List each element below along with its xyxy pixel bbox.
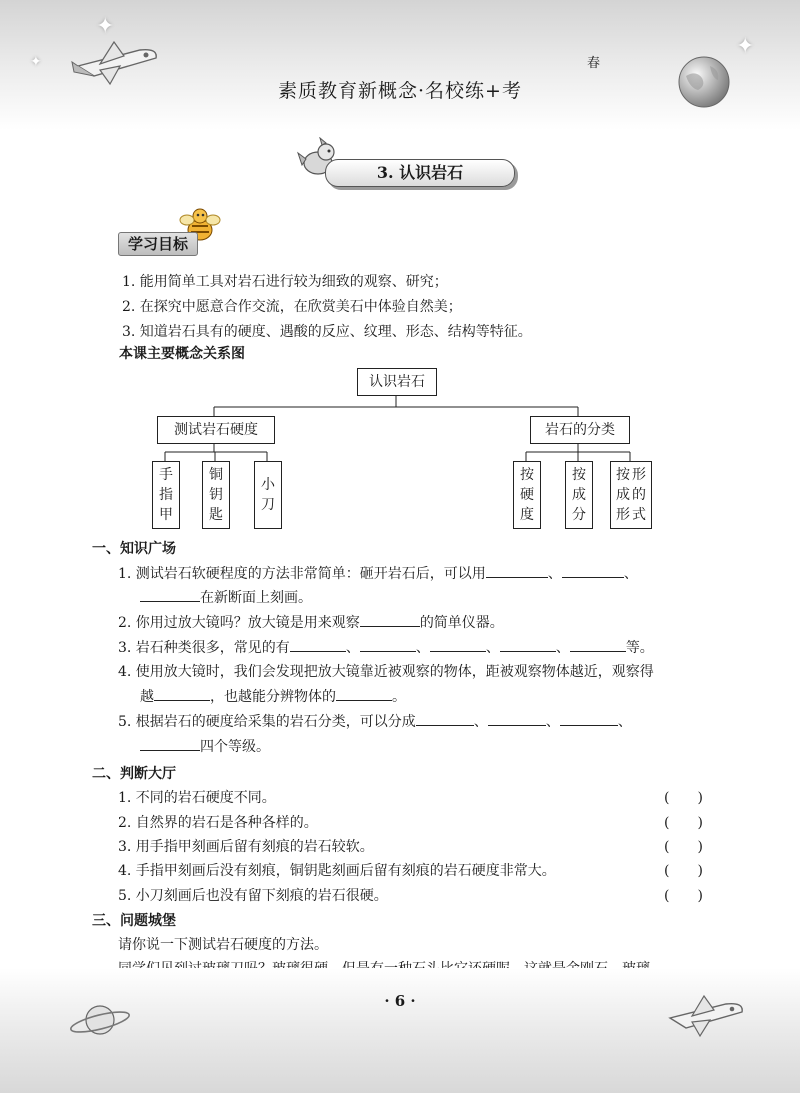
separator: 、: [547, 566, 562, 582]
question-2: [118, 612, 504, 632]
concept-leaf-copper-key: [202, 461, 230, 529]
leaf-char: 分: [572, 507, 586, 523]
separator: 、: [415, 640, 430, 656]
separator: 、: [345, 640, 360, 656]
sparkle-icon: ✦: [736, 34, 755, 59]
section-title-knowledge: 一、知识广场: [92, 541, 176, 557]
judgment-item: 4. 手指甲刻画后没有刻痕，铜钥匙刻画后留有刻痕的岩石硬度非常大。: [118, 863, 556, 879]
lesson-title-banner: 3. 认识岩石: [325, 159, 515, 187]
sparkle-icon: ✦: [96, 14, 115, 39]
answer-blank[interactable]: [486, 563, 548, 578]
concept-leaf-by-composition: [565, 461, 593, 529]
question-text: 在新断面上刻画。: [200, 590, 312, 606]
leaf-char: 按: [572, 467, 586, 483]
question-1-line-1: [118, 563, 638, 583]
question-text: 等。: [625, 640, 654, 656]
leaf-char: 钥: [209, 487, 223, 503]
question-text: 1. 测试岩石软硬程度的方法非常简单：砸开岩石后，可以用: [118, 566, 486, 582]
question-5-line-2: [140, 736, 270, 756]
answer-parentheses[interactable]: ( ): [664, 815, 703, 831]
judgment-item: 3. 用手指甲刻画后留有刻痕的岩石较软。: [118, 839, 374, 855]
leaf-char: 铜: [209, 467, 223, 483]
answer-blank[interactable]: [570, 637, 626, 652]
concept-root-box: 认识岩石: [357, 368, 437, 396]
leaf-char: 成: [572, 487, 586, 503]
answer-blank[interactable]: [140, 736, 200, 751]
leaf-char: 按: [616, 467, 630, 483]
concept-branch-hardness: 测试岩石硬度: [157, 416, 275, 444]
answer-blank[interactable]: [562, 563, 624, 578]
answer-parentheses[interactable]: ( ): [664, 863, 703, 879]
leaf-char: 的: [632, 487, 646, 503]
leaf-char: 成: [616, 487, 630, 503]
question-4-line-2: [140, 686, 406, 706]
question-1-line-2: [140, 587, 312, 607]
sparkle-icon: ✦: [30, 54, 42, 70]
judgment-item: 1. 不同的岩石硬度不同。: [118, 790, 276, 806]
answer-blank[interactable]: [500, 637, 556, 652]
separator: 、: [617, 714, 632, 730]
goal-item: 2. 在探究中愿意合作交流，在欣赏美石中体验自然美；: [122, 299, 462, 315]
question-5-line-1: [118, 711, 632, 731]
answer-blank[interactable]: [360, 612, 420, 627]
learning-goals-badge: 学习目标: [118, 232, 198, 256]
separator: 、: [473, 714, 488, 730]
page-header-title: 素质教育新概念·名校练+考: [278, 80, 522, 102]
question-text: 3. 岩石种类很多，常见的有: [118, 640, 290, 656]
question-text: ，也越能分辨物体的: [210, 689, 336, 705]
separator: 、: [555, 640, 570, 656]
leaf-char: 指: [159, 487, 173, 503]
concept-map-title: 本课主要概念关系图: [119, 346, 245, 362]
question-4-line-1: [118, 661, 654, 681]
leaf-char: 硬: [520, 487, 534, 503]
question-text: 4. 使用放大镜时，我们会发现把放大镜靠近被观察的物体，距被观察物体越近，观察得: [118, 664, 654, 680]
section-title-judgment: 二、判断大厅: [92, 766, 176, 782]
question-text: 的简单仪器。: [419, 615, 504, 631]
space-shuttle-icon: [664, 992, 748, 1040]
question-text: 四个等级。: [200, 739, 270, 755]
answer-blank[interactable]: [560, 711, 618, 726]
judgment-item: 2. 自然界的岩石是各种各样的。: [118, 815, 318, 831]
leaf-char: 形: [616, 507, 630, 523]
answer-blank[interactable]: [154, 686, 210, 701]
answer-parentheses[interactable]: ( ): [664, 888, 703, 904]
ringed-planet-icon: [68, 998, 132, 1042]
question-text: 。: [392, 689, 406, 705]
leaf-char: 手: [159, 467, 173, 483]
concept-leaf-by-hardness: [513, 461, 541, 529]
question-text-line: 请你说一下测试岩石硬度的方法。: [118, 937, 328, 953]
concept-leaf-fingernail: [152, 461, 180, 529]
leaf-char: 刀: [261, 497, 275, 513]
separator: 、: [485, 640, 500, 656]
leaf-char: 度: [520, 507, 534, 523]
leaf-char: 匙: [209, 507, 223, 523]
concept-branch-classification: 岩石的分类: [530, 416, 630, 444]
goal-item: 1. 能用简单工具对岩石进行较为细致的观察、研究；: [122, 274, 448, 290]
question-text: 2. 你用过放大镜吗？放大镜是用来观察: [118, 615, 360, 631]
leaf-char: 式: [632, 507, 646, 523]
leaf-char: 形: [632, 467, 646, 483]
answer-blank[interactable]: [360, 637, 416, 652]
question-3: [118, 637, 654, 657]
answer-blank[interactable]: [290, 637, 346, 652]
answer-parentheses[interactable]: ( ): [664, 839, 703, 855]
answer-blank[interactable]: [488, 711, 546, 726]
leaf-char: 小: [261, 477, 275, 493]
answer-parentheses[interactable]: ( ): [664, 790, 703, 806]
answer-blank[interactable]: [140, 587, 200, 602]
leaf-char: 甲: [159, 507, 173, 523]
separator: 、: [545, 714, 560, 730]
question-text: 越: [140, 689, 154, 705]
leaf-char: 按: [520, 467, 534, 483]
answer-blank[interactable]: [416, 711, 474, 726]
concept-leaf-knife: [254, 461, 282, 529]
answer-blank[interactable]: [336, 686, 392, 701]
answer-blank[interactable]: [430, 637, 486, 652]
page-number: · 6 ·: [384, 992, 416, 1010]
question-text: 5. 根据岩石的硬度给采集的岩石分类，可以分成: [118, 714, 416, 730]
concept-leaf-by-formation: [610, 461, 652, 529]
goal-item: 3. 知道岩石具有的硬度、遇酸的反应、纹理、形态、结构等特征。: [122, 324, 532, 340]
season-label: 春: [587, 56, 601, 71]
judgment-item: 5. 小刀刻画后也没有留下刻痕的岩石很硬。: [118, 888, 388, 904]
section-title-questions: 三、问题城堡: [92, 913, 176, 929]
separator: 、: [623, 566, 638, 582]
